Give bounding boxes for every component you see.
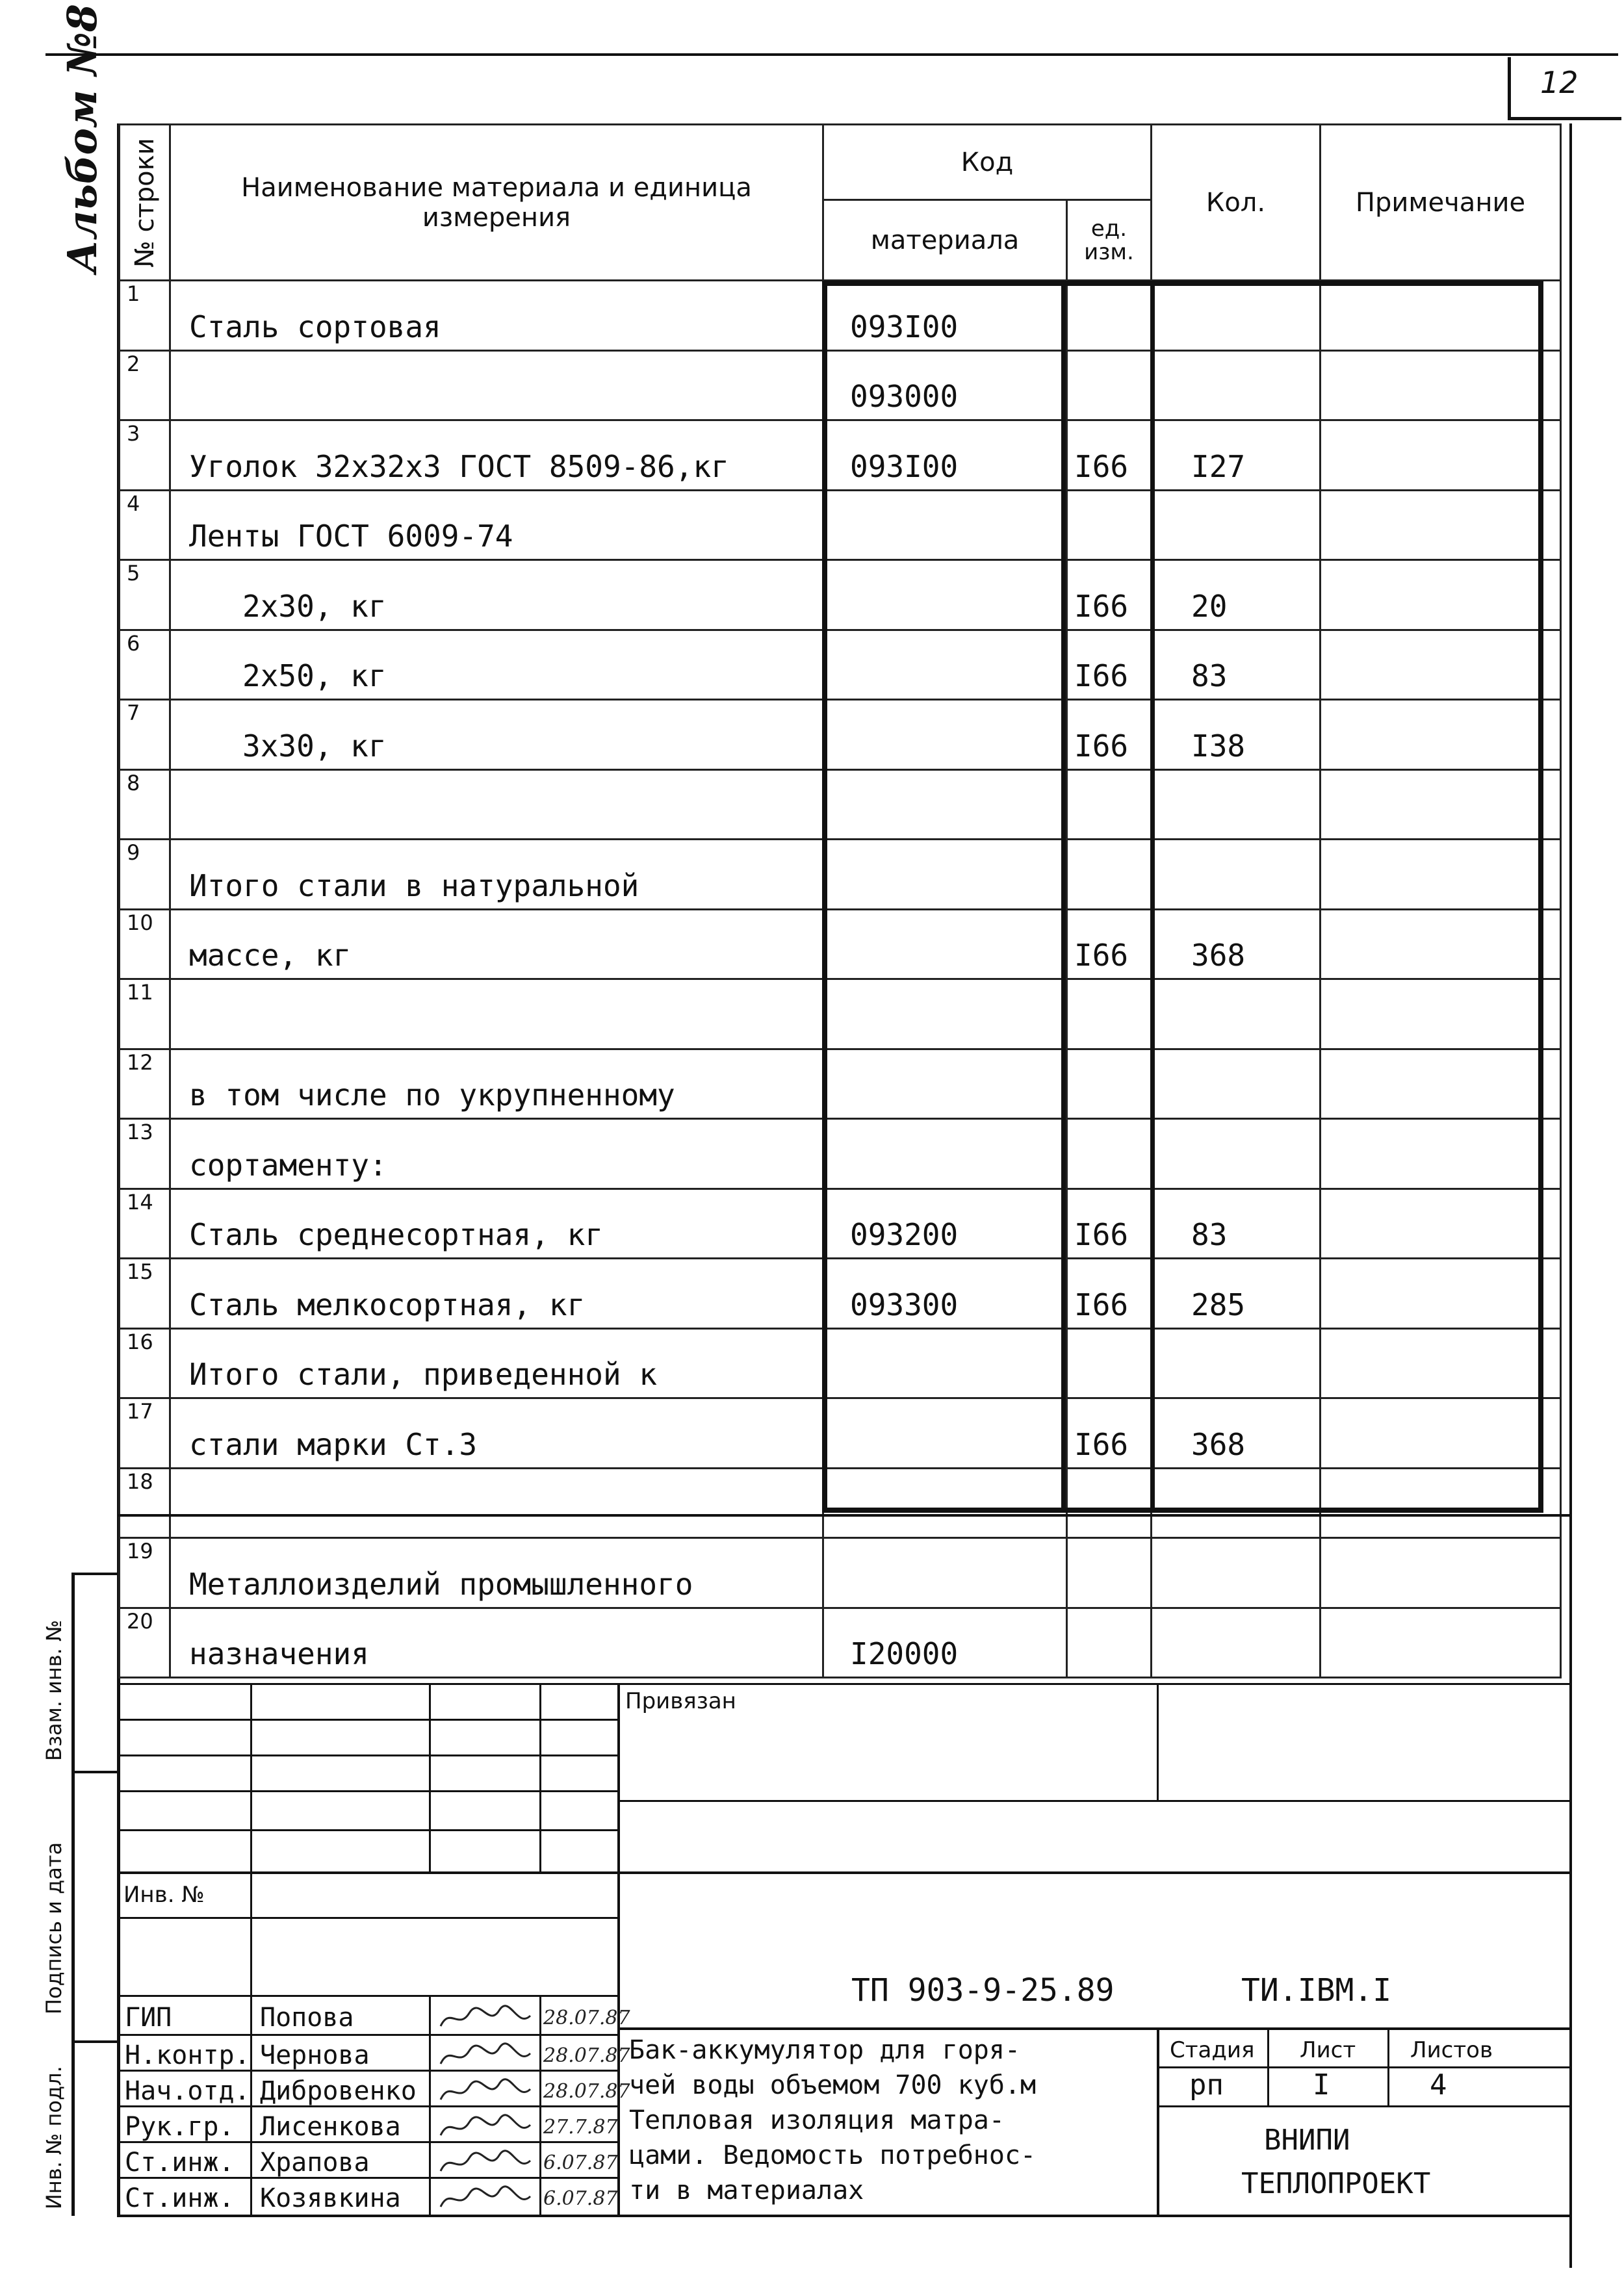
tb-vline: [429, 1683, 431, 1871]
podpis-label: Подпись и дата: [42, 1842, 66, 2014]
tb-hline: [617, 1800, 1569, 1802]
row-number: 5: [120, 560, 170, 630]
tb-hline: [117, 1755, 617, 1756]
quantity: 83: [1152, 1189, 1321, 1259]
header-name: Наименование материала и единица измерения: [170, 125, 823, 281]
code-block-outline: [822, 281, 1543, 1513]
staff-date: 6.07.87: [543, 2152, 618, 2174]
staff-date: 28.07.87: [543, 2080, 630, 2103]
staff-name: Чернова: [260, 2040, 370, 2070]
row-number: 14: [120, 1189, 170, 1259]
row-number: 11: [120, 979, 170, 1049]
left-strip-sep: [71, 2040, 118, 2043]
quantity: 285: [1152, 1259, 1321, 1329]
tb-hline: [117, 1790, 617, 1792]
material-name: Металлоизделий промышленного: [170, 1538, 823, 1608]
tb-hline: [117, 1683, 1569, 1685]
row-number: 17: [120, 1398, 170, 1469]
staff-date: 28.07.87: [543, 2044, 630, 2067]
material-name: стали марки Ст.3: [170, 1398, 823, 1469]
privyazan-label: Привязан: [625, 1688, 736, 1714]
material-name: Ленты ГОСТ 6009-74: [170, 490, 823, 560]
material-name: в том числе по укрупненному: [170, 1049, 823, 1119]
staff-role: Ст.инж.: [125, 2148, 235, 2178]
unit-code: I66: [1067, 630, 1152, 700]
description-line: ти в материалах: [629, 2176, 864, 2205]
signature-mark: [437, 2149, 534, 2178]
signature-mark: [437, 2004, 534, 2033]
material-name: Сталь мелкосортная, кг: [170, 1259, 823, 1329]
row-number: 16: [120, 1328, 170, 1398]
material-code: [823, 1538, 1067, 1608]
quantity: I27: [1152, 420, 1321, 491]
staff-role: Н.контр.: [125, 2040, 250, 2070]
signature-mark: [437, 2185, 534, 2213]
material-code: 093000: [823, 350, 1067, 420]
quantity: 368: [1152, 1398, 1321, 1469]
tb-hline: [117, 1829, 617, 1831]
quantity: 368: [1152, 909, 1321, 979]
staff-date: 6.07.87: [543, 2187, 618, 2210]
material-name: [170, 350, 823, 420]
code-block-divider: [1061, 281, 1066, 1513]
quantity: [1152, 1538, 1321, 1608]
material-name: Итого стали в натуральной: [170, 840, 823, 910]
staff-role: Ст.инж.: [125, 2183, 235, 2213]
staff-role: Нач.отд.: [125, 2076, 250, 2106]
tb-vline: [1157, 1683, 1159, 1800]
material-name: [170, 1468, 823, 1538]
quantity: 83: [1152, 630, 1321, 700]
top-border: [45, 53, 1618, 56]
page-number: 12: [1540, 65, 1579, 100]
doc-mark: ТИ.IВМ.I: [1241, 1972, 1392, 2009]
unit-code: [1067, 1538, 1152, 1608]
staff-role: Рук.гр.: [125, 2112, 235, 2142]
unit-code: I66: [1067, 1398, 1152, 1469]
sheets-label: Листов: [1410, 2037, 1493, 2063]
tb-hline: [117, 2215, 1569, 2217]
unit-code: [1067, 1608, 1152, 1678]
row-number: 7: [120, 700, 170, 770]
block-top-line: [117, 1514, 1569, 1517]
tb-vline: [250, 1683, 252, 2216]
material-name: 3х30, кг: [170, 700, 823, 770]
unit-code: I66: [1067, 909, 1152, 979]
header-note: Примечание: [1321, 125, 1561, 281]
material-name: сортаменту:: [170, 1119, 823, 1189]
row-number: 12: [120, 1049, 170, 1119]
material-code: 093I00: [823, 420, 1067, 491]
staff-name: Дибровенко: [260, 2076, 417, 2106]
description-line: цами. Ведомость потребнос-: [629, 2140, 1037, 2170]
quantity: I38: [1152, 700, 1321, 770]
header-material: материала: [823, 200, 1067, 281]
unit-code: I66: [1067, 560, 1152, 630]
tb-hline: [117, 1871, 1569, 1874]
unit-code: I66: [1067, 1189, 1152, 1259]
tb-hline: [117, 1917, 617, 1919]
tb-hline: [617, 2027, 1569, 2030]
staff-name: Попова: [260, 2003, 354, 2033]
row-number: 4: [120, 490, 170, 560]
table-row: [120, 1608, 1561, 1678]
inv-podl-label: Инв. № подл.: [42, 2066, 66, 2209]
row-number: 13: [120, 1119, 170, 1189]
unit-code: I66: [1067, 420, 1152, 491]
signature-mark: [437, 2042, 534, 2070]
left-strip-sep: [71, 1771, 118, 1773]
row-number: 15: [120, 1259, 170, 1329]
staff-name: Лисенкова: [260, 2112, 401, 2142]
material-code: 093I00: [823, 281, 1067, 351]
description-line: Тепловая изоляция матра-: [629, 2105, 1005, 2135]
staff-name: Козявкина: [260, 2183, 401, 2213]
org-line-2: ТЕПЛОПРОЕКТ: [1241, 2167, 1431, 2200]
unit-code: I66: [1067, 1259, 1152, 1329]
vzam-inv-label: Взам. инв. №: [42, 1619, 66, 1761]
material-name: Сталь сортовая: [170, 281, 823, 351]
row-number: 6: [120, 630, 170, 700]
left-strip-sep: [71, 1573, 118, 1575]
staff-date: 27.7.87: [543, 2116, 618, 2139]
row-number: 3: [120, 420, 170, 491]
quantity: 20: [1152, 560, 1321, 630]
material-code: 093200: [823, 1189, 1067, 1259]
note: [1321, 1538, 1561, 1608]
row-number: 18: [120, 1468, 170, 1538]
signature-mark: [437, 2077, 534, 2106]
left-strip-line: [71, 1573, 75, 2216]
header-row-no: № строки: [120, 125, 170, 281]
material-name: назначения: [170, 1608, 823, 1678]
tb-vline: [429, 1995, 431, 2216]
inv-no-label: Инв. №: [123, 1882, 205, 1908]
staff-role: ГИП: [125, 2003, 172, 2033]
row-number: 8: [120, 769, 170, 840]
signature-mark: [437, 2113, 534, 2142]
code-block-divider: [1150, 281, 1155, 1513]
tb-vline: [1387, 2027, 1389, 2105]
tb-hline: [117, 2034, 617, 2036]
material-code: 093300: [823, 1259, 1067, 1329]
quantity: [1152, 1608, 1321, 1678]
tb-vline: [1267, 2027, 1269, 2105]
header-unit: ед. изм.: [1067, 200, 1152, 281]
description-line: чей воды объемом 700 куб.м: [629, 2070, 1037, 2100]
material-name: 2х50, кг: [170, 630, 823, 700]
material-name: Итого стали, приведенной к: [170, 1328, 823, 1398]
material-name: [170, 979, 823, 1049]
tb-vline: [1157, 2027, 1159, 2216]
material-name: массе, кг: [170, 909, 823, 979]
header-qty: Кол.: [1152, 125, 1321, 281]
material-name: 2х30, кг: [170, 560, 823, 630]
sheet-value: I: [1313, 2068, 1330, 2102]
album-label: Альбом №8: [58, 4, 106, 273]
tb-vline: [539, 1995, 541, 2216]
table-row: [120, 1538, 1561, 1608]
tb-hline: [117, 1719, 617, 1721]
material-name: Уголок 32х32х3 ГОСТ 8509-86,кг: [170, 420, 823, 491]
tb-hline: [117, 1995, 617, 1997]
row-number: 9: [120, 840, 170, 910]
tb-hline: [1157, 2105, 1569, 2107]
description-line: Бак-аккумулятор для горя-: [629, 2035, 1021, 2065]
sheet-label: Лист: [1300, 2037, 1356, 2063]
material-name: Сталь среднесортная, кг: [170, 1189, 823, 1259]
header-code: Код: [823, 125, 1152, 200]
org-line-1: ВНИПИ: [1264, 2124, 1350, 2157]
note: [1321, 1608, 1561, 1678]
row-number: 1: [120, 281, 170, 351]
material-code: I20000: [823, 1608, 1067, 1678]
row-number: 19: [120, 1538, 170, 1608]
row-number: 10: [120, 909, 170, 979]
right-border: [1569, 123, 1572, 2268]
stage-value: рп: [1189, 2068, 1224, 2102]
staff-name: Храпова: [260, 2148, 370, 2178]
document-description: [629, 2033, 1036, 2208]
doc-code: ТП 903-9-25.89: [851, 1972, 1115, 2009]
staff-date: 28.07.87: [543, 2007, 630, 2029]
unit-code: I66: [1067, 700, 1152, 770]
tb-vline: [539, 1683, 541, 1871]
row-number: 2: [120, 350, 170, 420]
stage-label: Стадия: [1170, 2037, 1255, 2063]
material-name: [170, 769, 823, 840]
sheets-value: 4: [1430, 2068, 1447, 2102]
row-number: 20: [120, 1608, 170, 1678]
